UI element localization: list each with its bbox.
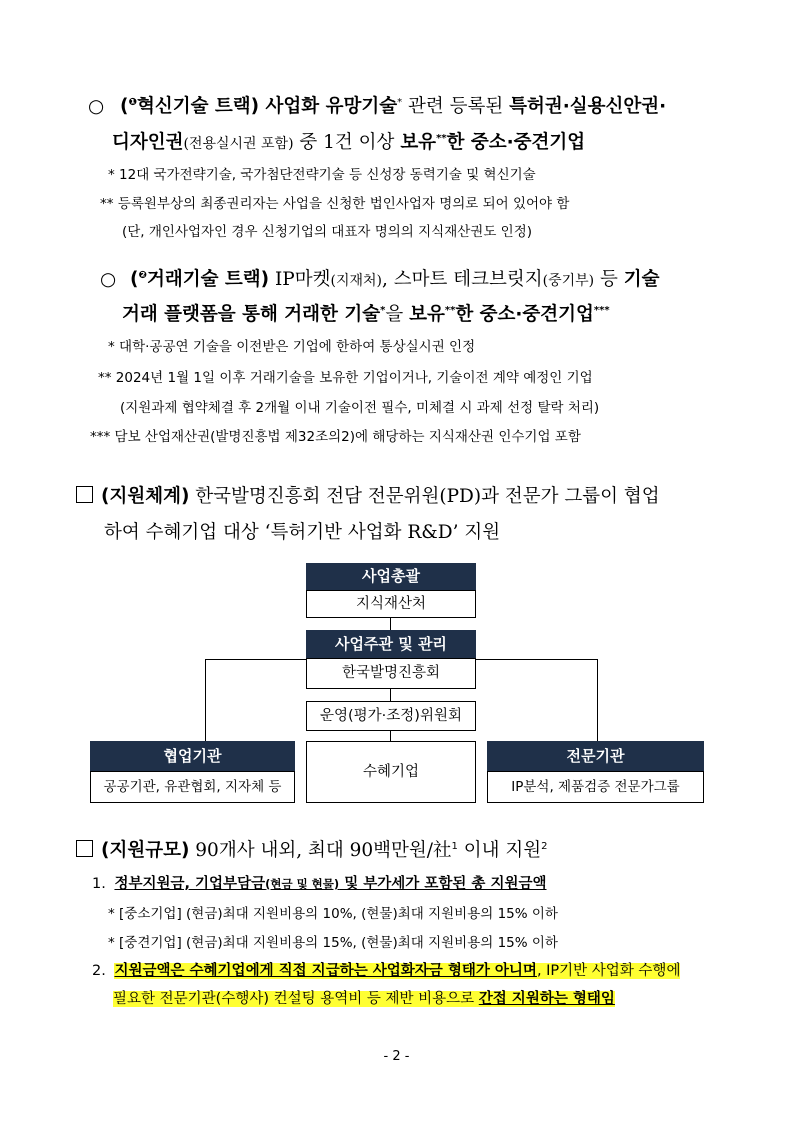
- top-header: 사업총괄: [306, 563, 476, 590]
- connector-mid: [390, 689, 391, 701]
- square-bullet-icon: [76, 840, 93, 857]
- track2-note1: * 대학·공공연 기술을 이전받은 기업에 한하여 통상실시권 인정: [108, 339, 476, 355]
- right-body: IP분석, 제품검증 전문가그룹: [487, 771, 704, 803]
- scale-item-1: 1. 정부지원금, 기업부담금(현금 및 현물) 및 부가세가 포함된 총 지원금액: [92, 876, 547, 892]
- track1-line1: ○ ($^❶$혁신기술 트랙) 사업화 유망기술* 관련 등록된 특허권·실용신안권·: [88, 96, 667, 117]
- square-bullet-icon: [76, 486, 93, 503]
- track2-line2: 거래 플랫폼을 통해 거래한 기술*을 보유**한 중소·중견기업***: [122, 304, 610, 325]
- track1-line2: 디자인권(전용실시권 포함) 중 1건 이상 보유**한 중소·중견기업: [112, 132, 586, 153]
- connector-left-h: [205, 659, 306, 660]
- scale-item-2-line2: 필요한 전문기관(수행사) 컨설팅 용역비 등 제반 비용으로 간접 지원하는 형태임: [113, 991, 615, 1007]
- track1-note2: ** 등록원부상의 최종권리자는 사업을 신청한 법인사업자 명의로 되어 있어야 함: [100, 196, 570, 212]
- scale-item-1-note1: * [중소기업] (현금)최대 지원비용의 10%, (현물)최대 지원비용의 15% 이하: [108, 906, 558, 922]
- scale-item-1-note2: * [중견기업] (현금)최대 지원비용의 15%, (현물)최대 지원비용의 15% 이하: [108, 935, 558, 951]
- track1-note3: (단, 개인사업자인 경우 신청기업의 대표자 명의의 지식재산권도 인정): [122, 224, 533, 240]
- track2-note3: (지원과제 협약체결 후 2개월 이내 기술이전 필수, 미체결 시 과제 선정 탈락 처리): [120, 400, 600, 416]
- connector-bottom: [390, 731, 391, 741]
- mid-header: 사업주관 및 관리: [306, 630, 476, 658]
- track2-note4: *** 담보 산업재산권(발명진흥법 제32조의2)에 해당하는 지식재산권 인수기업 포함: [90, 429, 581, 445]
- connector-left-v: [205, 659, 206, 741]
- track1-note1: * 12대 국가전략기술, 국가첨단전략기술 등 신성장 동력기술 및 혁신기술: [108, 167, 536, 183]
- top-body: 지식재산처: [306, 590, 476, 618]
- bullet: ○: [100, 269, 117, 290]
- connector-right-h: [476, 659, 598, 660]
- track2-note2: ** 2024년 1월 1일 이후 거래기술을 보유한 기업이거나, 기술이전 계약 예정인 기업: [98, 370, 593, 386]
- connector-right-v: [597, 659, 598, 741]
- page-number: - 2 -: [383, 1049, 410, 1064]
- left-body: 공공기관, 유관협회, 지자체 등: [90, 771, 295, 803]
- connector-top: [390, 618, 391, 630]
- bullet: ○: [88, 96, 105, 117]
- support-system-line2: 하여 수혜기업 대상 ‘특허기반 사업화 R&D’ 지원: [104, 522, 501, 543]
- support-scale-line: (지원규모) 90개사 내외, 최대 90백만원/社$^1$ 이내 지원$^2$: [76, 836, 547, 862]
- support-system-line1: (지원체계) 한국발명진흥회 전담 전문위원(PD)과 전문가 그룹이 협업: [76, 482, 660, 508]
- mid-body: 한국발명진흥회: [306, 658, 476, 689]
- left-header: 협업기관: [90, 741, 295, 771]
- committee-box: 운영(평가·조정)위원회: [306, 701, 476, 731]
- right-header: 전문기관: [487, 741, 704, 771]
- center-box: 수혜기업: [306, 741, 476, 803]
- track2-line1: ○ ($^❷$거래기술 트랙) IP마켓(지재처), 스마트 테크브릿지(중기부) 등 기술: [100, 269, 660, 290]
- scale-item-2-line1: 2. 지원금액은 수혜기업에게 직접 지급하는 사업화자금 형태가 아니며, IP기반 사업화 수행에: [92, 963, 681, 979]
